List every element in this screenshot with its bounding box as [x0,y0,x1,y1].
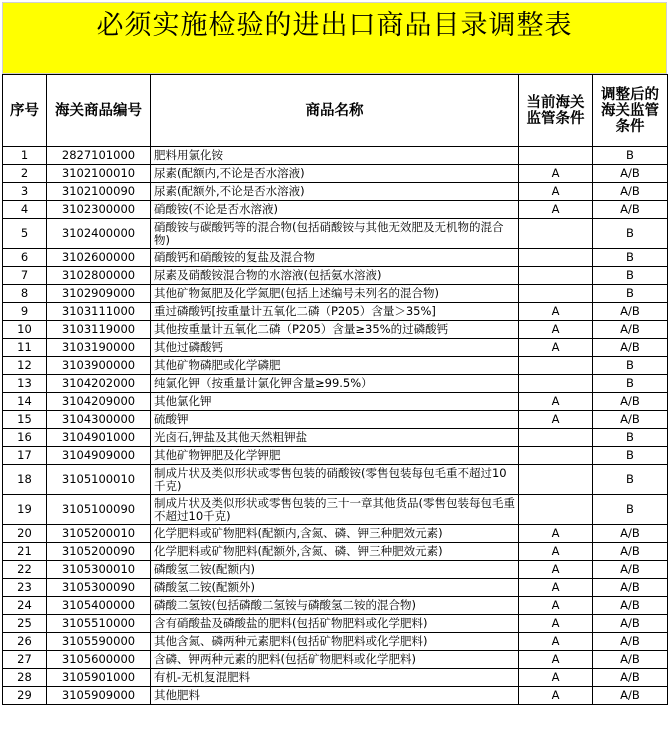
cell-current-condition[interactable]: A [519,615,593,633]
cell-adjusted-condition[interactable]: A/B [593,183,668,201]
table-row [3,339,668,357]
cell-adjusted-condition[interactable]: B [593,249,668,267]
table-row [3,267,668,285]
cell-adjusted-condition[interactable]: A/B [593,321,668,339]
cell-current-condition[interactable]: A [519,411,593,429]
cell-adjusted-condition[interactable]: B [593,267,668,285]
cell-current-condition[interactable] [519,357,593,375]
table-row [3,495,668,525]
table-row [3,429,668,447]
cell-code[interactable]: 3105300010 [47,561,151,579]
cell-current-condition[interactable]: A [519,633,593,651]
cell-name[interactable]: 其他矿物氮肥及化学氮肥(包括上述编号未列名的混合物) [151,285,519,303]
cell-code[interactable]: 3105600000 [47,651,151,669]
cell-seq[interactable]: 11 [3,339,47,357]
cell-adjusted-condition[interactable]: B [593,495,668,525]
cell-name[interactable]: 其他含氮、磷两种元素肥料(包括矿物肥料或化学肥料) [151,633,519,651]
cell-code[interactable]: 3105100010 [47,465,151,495]
cell-current-condition[interactable]: A [519,561,593,579]
cell-name[interactable]: 制成片状及类似形状或零售包装的硝酸铵(零售包装每包毛重不超过10千克) [151,465,519,495]
table-row [3,303,668,321]
table-row [3,201,668,219]
cell-code[interactable]: 3105100090 [47,495,151,525]
table-row [3,183,668,201]
cell-current-condition[interactable] [519,429,593,447]
cell-current-condition[interactable] [519,375,593,393]
cell-code[interactable]: 3103900000 [47,357,151,375]
cell-code[interactable]: 3105909000 [47,687,151,705]
table-row [3,615,668,633]
cell-adjusted-condition[interactable]: B [593,465,668,495]
cell-name[interactable]: 其他矿物钾肥及化学钾肥 [151,447,519,465]
cell-code[interactable]: 3102300000 [47,201,151,219]
cell-adjusted-condition[interactable]: A/B [593,669,668,687]
table-row [3,147,668,165]
cell-current-condition[interactable]: A [519,597,593,615]
cell-adjusted-condition[interactable]: B [593,147,668,165]
cell-name[interactable]: 含磷、钾两种元素的肥料(包括矿物肥料或化学肥料) [151,651,519,669]
cell-name[interactable]: 硝酸钙和硝酸铵的复盐及混合物 [151,249,519,267]
cell-code[interactable]: 3105901000 [47,669,151,687]
cell-code[interactable]: 3104909000 [47,447,151,465]
cell-adjusted-condition[interactable]: B [593,429,668,447]
cell-current-condition[interactable] [519,285,593,303]
cell-adjusted-condition[interactable]: A/B [593,615,668,633]
cell-adjusted-condition[interactable]: B [593,375,668,393]
cell-name[interactable]: 重过磷酸钙[按重量计五氧化二磷（P205）含量＞35%] [151,303,519,321]
cell-name[interactable]: 尿素及硝酸铵混合物的水溶液(包括氨水溶液) [151,267,519,285]
cell-seq[interactable]: 13 [3,375,47,393]
cell-seq[interactable]: 5 [3,219,47,249]
cell-name[interactable]: 磷酸二氢铵(包括磷酸二氢铵与磷酸氢二铵的混合物) [151,597,519,615]
table-row [3,285,668,303]
cell-seq[interactable]: 22 [3,561,47,579]
table-row [3,633,668,651]
cell-name[interactable]: 制成片状及类似形状或零售包装的三十一章其他货品(零售包装每包毛重不超过10千克) [151,495,519,525]
table-row [3,687,668,705]
table-row [3,411,668,429]
cell-seq[interactable]: 14 [3,393,47,411]
cell-adjusted-condition[interactable]: B [593,219,668,249]
cell-adjusted-condition[interactable]: B [593,447,668,465]
cell-current-condition[interactable]: A [519,165,593,183]
cell-seq[interactable]: 24 [3,597,47,615]
cell-name[interactable]: 化学肥料或矿物肥料(配额外,含氮、磷、钾三种肥效元素) [151,543,519,561]
cell-current-condition[interactable] [519,147,593,165]
table-body [3,147,668,705]
header-current-condition: 当前海关监管条件 [519,75,593,147]
cell-name[interactable]: 磷酸氢二铵(配额外) [151,579,519,597]
cell-seq[interactable]: 23 [3,579,47,597]
table-row [3,651,668,669]
cell-adjusted-condition[interactable]: A/B [593,597,668,615]
cell-code[interactable]: 3103119000 [47,321,151,339]
cell-seq[interactable]: 26 [3,633,47,651]
cell-code[interactable]: 3102400000 [47,219,151,249]
table-row [3,249,668,267]
cell-code[interactable]: 3102100010 [47,165,151,183]
cell-seq[interactable]: 6 [3,249,47,267]
cell-adjusted-condition[interactable]: A/B [593,201,668,219]
cell-name[interactable]: 其他按重量计五氧化二磷（P205）含量≥35%的过磷酸钙 [151,321,519,339]
cell-code[interactable]: 3104209000 [47,393,151,411]
table-row [3,579,668,597]
header-name: 商品名称 [151,75,519,147]
cell-seq[interactable]: 8 [3,285,47,303]
table-row [3,465,668,495]
cell-name[interactable]: 肥料用氯化铵 [151,147,519,165]
cell-name[interactable]: 化学肥料或矿物肥料(配额内,含氮、磷、钾三种肥效元素) [151,525,519,543]
table-row [3,561,668,579]
sheet-title: 必须实施检验的进出口商品目录调整表 [96,10,573,41]
cell-current-condition[interactable]: A [519,543,593,561]
cell-seq[interactable]: 12 [3,357,47,375]
cell-current-condition[interactable]: A [519,393,593,411]
cell-name[interactable]: 尿素(配额外,不论是否水溶液) [151,183,519,201]
cell-code[interactable]: 3105400000 [47,597,151,615]
cell-adjusted-condition[interactable]: A/B [593,633,668,651]
table-row [3,393,668,411]
cell-current-condition[interactable]: A [519,669,593,687]
cell-current-condition[interactable]: A [519,525,593,543]
table-row [3,543,668,561]
cell-name[interactable]: 光卤石,钾盐及其他天然粗钾盐 [151,429,519,447]
cell-code[interactable]: 3105300090 [47,579,151,597]
header-seq: 序号 [3,75,47,147]
cell-adjusted-condition[interactable]: A/B [593,579,668,597]
table-row [3,525,668,543]
cell-code[interactable]: 3102600000 [47,249,151,267]
title-banner [2,2,667,74]
cell-seq[interactable]: 28 [3,669,47,687]
cell-adjusted-condition[interactable]: A/B [593,339,668,357]
cell-code[interactable]: 3102100090 [47,183,151,201]
cell-current-condition[interactable]: A [519,687,593,705]
cell-current-condition[interactable]: A [519,303,593,321]
cell-current-condition[interactable]: A [519,339,593,357]
cell-current-condition[interactable] [519,447,593,465]
cell-seq[interactable]: 17 [3,447,47,465]
cell-seq[interactable]: 4 [3,201,47,219]
cell-adjusted-condition[interactable]: A/B [593,543,668,561]
cell-name[interactable]: 有机-无机复混肥料 [151,669,519,687]
table-row [3,165,668,183]
cell-seq[interactable]: 25 [3,615,47,633]
cell-seq[interactable]: 3 [3,183,47,201]
cell-adjusted-condition[interactable]: A/B [593,651,668,669]
cell-code[interactable]: 3103111000 [47,303,151,321]
cell-seq[interactable]: 2 [3,165,47,183]
cell-seq[interactable]: 16 [3,429,47,447]
cell-code[interactable]: 3104300000 [47,411,151,429]
cell-name[interactable]: 硫酸钾 [151,411,519,429]
cell-adjusted-condition[interactable]: B [593,285,668,303]
cell-current-condition[interactable] [519,219,593,249]
cell-current-condition[interactable]: A [519,183,593,201]
header-code: 海关商品编号 [47,75,151,147]
cell-current-condition[interactable] [519,249,593,267]
table-row [3,597,668,615]
cell-name[interactable]: 硝酸铵(不论是否水溶液) [151,201,519,219]
cell-seq[interactable]: 1 [3,147,47,165]
cell-seq[interactable]: 20 [3,525,47,543]
cell-name[interactable]: 含有硝酸盐及磷酸盐的肥料(包括矿物肥料或化学肥料) [151,615,519,633]
table-row [3,447,668,465]
table-row [3,375,668,393]
cell-current-condition[interactable] [519,267,593,285]
table-row [3,219,668,249]
cell-seq[interactable]: 18 [3,465,47,495]
cell-name[interactable]: 硝酸铵与碳酸钙等的混合物(包括硝酸铵与其他无效肥及无机物的混合物) [151,219,519,249]
cell-seq[interactable]: 9 [3,303,47,321]
cell-seq[interactable]: 15 [3,411,47,429]
header-row [3,75,668,147]
cell-adjusted-condition[interactable]: A/B [593,525,668,543]
cell-code[interactable]: 3105590000 [47,633,151,651]
cell-name[interactable]: 其他肥料 [151,687,519,705]
cell-current-condition[interactable]: A [519,579,593,597]
cell-name[interactable]: 尿素(配额内,不论是否水溶液) [151,165,519,183]
cell-seq[interactable]: 10 [3,321,47,339]
cell-seq[interactable]: 29 [3,687,47,705]
cell-current-condition[interactable]: A [519,201,593,219]
cell-code[interactable]: 2827101000 [47,147,151,165]
cell-adjusted-condition[interactable]: A/B [593,165,668,183]
cell-code[interactable]: 3104901000 [47,429,151,447]
cell-code[interactable]: 3105200010 [47,525,151,543]
cell-current-condition[interactable] [519,465,593,495]
cell-current-condition[interactable]: A [519,321,593,339]
cell-adjusted-condition[interactable]: A/B [593,687,668,705]
cell-adjusted-condition[interactable]: B [593,357,668,375]
cell-seq[interactable]: 19 [3,495,47,525]
cell-seq[interactable]: 7 [3,267,47,285]
cell-code[interactable]: 3102909000 [47,285,151,303]
inspection-table [2,74,668,705]
cell-code[interactable]: 3105510000 [47,615,151,633]
cell-code[interactable]: 3105200090 [47,543,151,561]
table-row [3,321,668,339]
cell-code[interactable]: 3102800000 [47,267,151,285]
cell-current-condition[interactable]: A [519,651,593,669]
cell-code[interactable]: 3104202000 [47,375,151,393]
cell-adjusted-condition[interactable]: A/B [593,561,668,579]
cell-name[interactable]: 磷酸氢二铵(配额内) [151,561,519,579]
cell-current-condition[interactable] [519,495,593,525]
cell-name[interactable]: 纯氯化钾（按重量计氯化钾含量≥99.5%） [151,375,519,393]
table-row [3,357,668,375]
cell-seq[interactable]: 27 [3,651,47,669]
header-adjusted-condition: 调整后的海关监管条件 [593,75,668,147]
cell-adjusted-condition[interactable]: A/B [593,393,668,411]
table-row [3,669,668,687]
cell-code[interactable]: 3103190000 [47,339,151,357]
cell-seq[interactable]: 21 [3,543,47,561]
cell-name[interactable]: 其他过磷酸钙 [151,339,519,357]
cell-adjusted-condition[interactable]: A/B [593,303,668,321]
cell-name[interactable]: 其他矿物磷肥或化学磷肥 [151,357,519,375]
cell-adjusted-condition[interactable]: A/B [593,411,668,429]
cell-name[interactable]: 其他氯化钾 [151,393,519,411]
